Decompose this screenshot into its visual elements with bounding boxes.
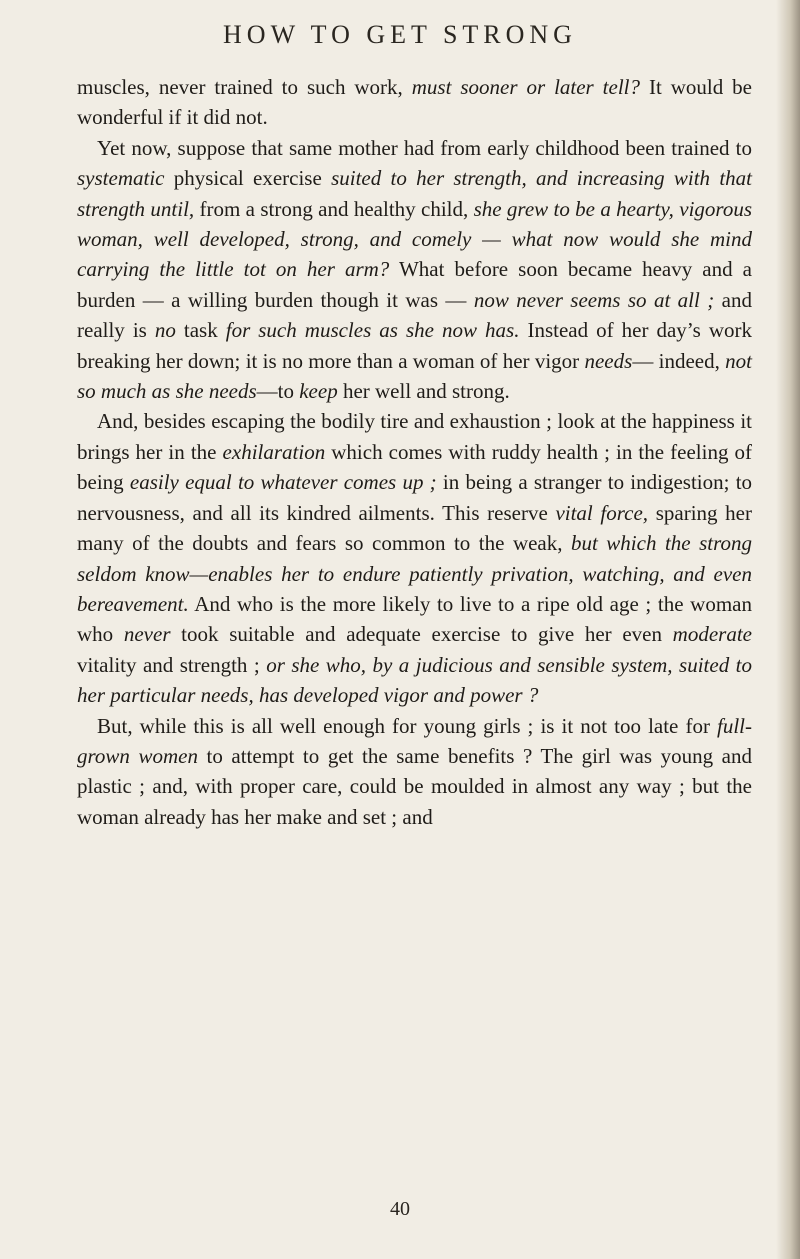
italic-text: moderate [672,622,752,647]
text-run: vitality and strength ; [77,652,267,677]
page-edge-shadow [776,0,800,1259]
italic-text: full-grown women [77,713,752,768]
italic-text: suited to her strength, and increasing with that strength until, [77,166,752,221]
text-run: task [175,318,226,343]
paragraph [77,72,752,133]
text-run: And who is the more likely to live to a ripe old age ; the woman who [77,591,752,647]
italic-text: no [154,318,176,343]
paragraph [77,406,752,710]
text-run: took suitable and adequate exercise to give her even [170,622,673,647]
text-run: What before soon became heavy and a burden — a willing burden though it was — [77,257,752,312]
paragraph [77,711,752,833]
text-run: And, besides escaping the bodily tire and exhaustion ; look at the happiness it brings her in the [77,409,752,464]
italic-text: or she who, by a judicious and sensible system, suited to her particular needs, has developed vigor and power ? [77,652,752,708]
text-run: sparing her many of the doubts and fears so common to the weak, [77,500,752,556]
text-run: —to [256,379,300,404]
text-run: — indeed, [632,348,726,373]
italic-text: she grew to be a hearty, vigorous woman, well developed, strong, and comely — what now would she mind carrying the little tot on her arm? [77,196,752,282]
text-run: in being a stranger to indigestion; to nervousness, and all its kindred ailments. This reserve [77,470,753,525]
italic-text: keep [299,379,338,404]
italic-text: systematic [77,166,165,191]
text-run: Yet now, suppose that same mother had from early childhood been trained to [97,135,752,160]
text-run: from a strong and healthy child, [194,196,474,221]
text-run: It would be wonderful if it did not. [77,75,752,130]
text-run: which comes with ruddy health ; in the feeling of being [77,439,753,495]
italic-text: must sooner or later tell? [411,75,641,99]
italic-text: not so much as she needs [77,348,752,404]
italic-text: exhilaration [222,439,326,464]
italic-text: never [123,622,171,647]
text-run: physical exercise [164,166,332,191]
italic-text: needs [584,348,633,373]
text-run: to attempt to get the same benefits ? The girl was young and plastic ; and, with proper care, could be moulded in almost any way ; but the woman already has her make and set ; and [77,743,752,829]
italic-text: easily equal to whatever comes up ; [129,470,437,495]
body-text [77,72,752,832]
text-run: muscles, never trained to such work, [77,75,412,99]
text-run: and really is [77,287,752,343]
text-run: her well and strong. [337,379,510,404]
running-head: HOW TO GET STRONG [223,20,577,49]
italic-text: vital force, [555,500,649,525]
paragraph [77,133,752,407]
italic-text: but which the strong seldom know—enables her to endure patiently privation, watching, and even bereavement. [77,531,752,616]
page-number: 40 [390,1198,410,1220]
text-run: But, while this is all well enough for young girls ; is it not too late for [97,713,717,738]
italic-text: for such muscles as she now has. [225,318,520,343]
text-run: Instead of her day’s work breaking her down; it is no more than a woman of her vigor [77,318,752,373]
italic-text: now never seems so at all ; [473,287,715,312]
